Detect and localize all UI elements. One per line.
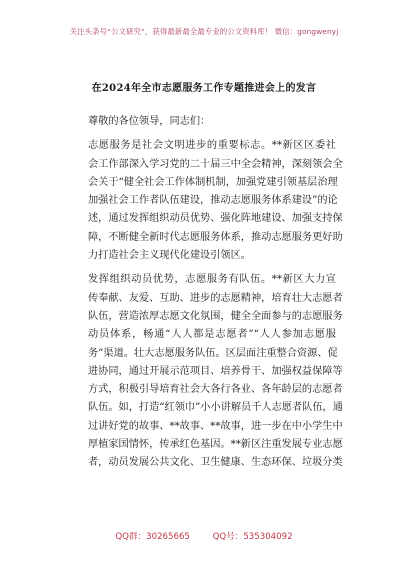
paragraph-line: 志愿服务是社会文明进步的重要标志。**新区区委社 [88, 140, 336, 152]
greeting: 尊敬的各位领导，同志们： [88, 116, 211, 127]
paragraph-line: 述，通过发挥组织动员优势、强化阵地建设、加强支持保 [88, 213, 343, 225]
paragraph-line: 动员体系，畅通“人人都是志愿者”“人人参加志愿服 [88, 329, 336, 341]
paragraph-line: 会关于“健全社会工作体制机制，加强党建引领基层治理 [88, 176, 338, 188]
paragraph-line: 务”渠道。壮大志愿服务队伍。区层面注重整合资源、促 [88, 347, 338, 359]
paragraph-line: 力打造社会主义现代化建设引领区。 [88, 250, 251, 262]
document-title: 在2024年全市志愿服务工作专题推进会上的发言 [91, 83, 317, 94]
paragraph-line: 队伍。如，打造“红领巾”小小讲解员千人志愿者队伍，通 [88, 402, 343, 414]
header-promo-note: 关注头条号“公文研究”，获得最新最全最专业的公文资料库！ 微信：gongwenyj [69, 27, 339, 36]
footer-qq-group: QQ群：30265665 [115, 532, 190, 542]
paragraph-line: 者，动员发展公共文化、卫生健康、生态环保、垃圾分类 [88, 457, 343, 469]
paragraph-1 [88, 137, 343, 265]
paragraph-line: 传奉献、友爱、互助、进步的志愿精神，培育壮大志愿者 [88, 292, 343, 304]
paragraph-line: 队伍，营造浓厚志愿文化氛围，健全全面参与的志愿服务 [88, 310, 343, 322]
footer-contact [0, 530, 408, 542]
paragraph-line: 厚植家国情怀，传承红色基因。**新区注重发展专业志愿 [88, 439, 343, 451]
paragraph-line: 过讲好党的故事、**故事、**故事，进一步在中小学生中 [88, 420, 343, 432]
document-body [88, 113, 343, 473]
paragraph-line: 会工作部深入学习党的二十届三中全会精神，深刻领会全 [88, 158, 343, 170]
paragraph-2 [88, 271, 343, 472]
paragraph-line: 发挥组织动员优势，志愿服务有队伍。**新区大力宣 [88, 274, 336, 286]
paragraph-line: 加强社会工作者队伍建设，推动志愿服务体系建设”的论 [88, 195, 338, 207]
footer-qq-number: QQ号：535304092 [212, 532, 293, 542]
paragraph-line: 障，不断健全新时代志愿服务体系，推动志愿服务更好助 [88, 231, 343, 243]
paragraph-line: 方式，积极引导培育社会大各行各业、各年龄层的志愿者 [88, 384, 343, 396]
paragraph-line: 进协同，通过开展示范项目、培养骨干、加强权益保障等 [88, 365, 343, 377]
